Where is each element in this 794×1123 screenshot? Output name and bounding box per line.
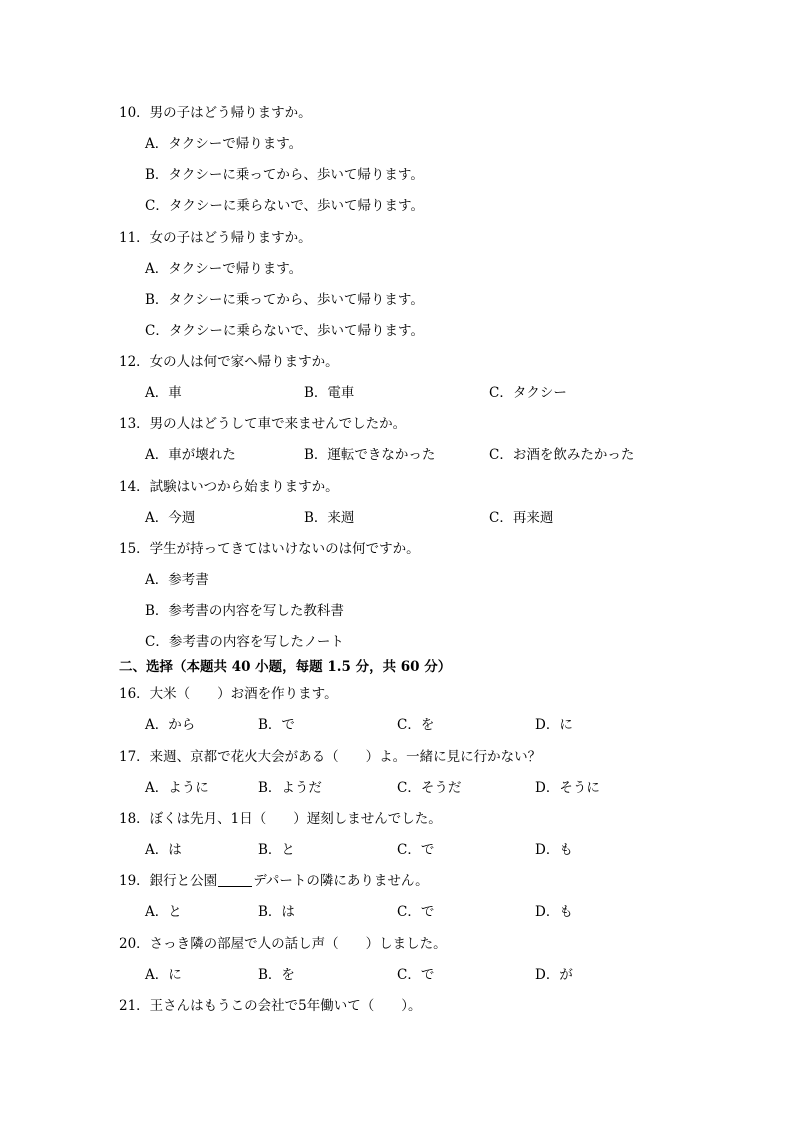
- q18-option-c: C．で: [397, 842, 435, 858]
- q19-option-b: B．は: [258, 904, 295, 920]
- question-17: 17．来週、京都で花火大会がある（ ）よ。一緒に見に行かない？: [119, 749, 542, 765]
- q10-option-c: C．タクシーに乗らないで、歩いて帰ります。: [145, 198, 424, 214]
- section-2-heading: 二、选择（本题共 40 小题，每题 1.5 分，共 60 分）: [119, 659, 452, 675]
- question-12: 12．女の人は何で家へ帰りますか。: [119, 354, 339, 370]
- q19-option-d: D．も: [535, 904, 573, 920]
- q19-stem-before: 19．銀行と公園: [119, 873, 218, 889]
- q15-option-a: A．参考書: [145, 572, 209, 588]
- q20-option-d: D．が: [535, 967, 573, 983]
- q12-option-c: C．タクシー: [489, 385, 567, 401]
- q15-option-c: C．参考書の内容を写したノート: [145, 634, 344, 650]
- q17-option-c: C．そうだ: [397, 780, 462, 796]
- question-10: 10．男の子はどう帰りますか。: [119, 105, 312, 121]
- q12-option-b: B．電車: [304, 385, 355, 401]
- question-18: 18．ぼくは先月、1日（ ）遅刻しませんでした。: [119, 811, 442, 827]
- q15-option-b: B．参考書の内容を写した教科書: [145, 603, 344, 619]
- q13-option-c: C．お酒を飲みたかった: [489, 447, 635, 463]
- q20-option-c: C．で: [397, 967, 435, 983]
- question-19: [119, 870, 429, 892]
- question-13: 13．男の人はどうして車で来ませんでしたか。: [119, 416, 407, 432]
- q13-option-b: B．運転できなかった: [304, 447, 436, 463]
- q19-option-c: C．で: [397, 904, 435, 920]
- q16-option-c: C．を: [397, 717, 435, 733]
- q16-option-b: B．で: [258, 717, 295, 733]
- q11-option-a: A．タクシーで帰ります。: [145, 261, 303, 277]
- q16-option-d: D．に: [535, 717, 573, 733]
- q19-blank: [218, 872, 252, 887]
- q11-option-c: C．タクシーに乗らないで、歩いて帰ります。: [145, 323, 424, 339]
- question-16: 16．大米（ ）お酒を作ります。: [119, 686, 338, 702]
- q19-option-a: A．と: [145, 904, 182, 920]
- q16-option-a: A．から: [145, 717, 196, 733]
- q12-option-a: A．車: [145, 385, 182, 401]
- q19-stem-after: デパートの隣にありません。: [253, 873, 429, 889]
- q17-option-b: B．ようだ: [258, 780, 322, 796]
- q18-option-d: D．も: [535, 842, 573, 858]
- q10-option-b: B．タクシーに乗ってから、歩いて帰ります。: [145, 167, 424, 183]
- q18-option-b: B．と: [258, 842, 295, 858]
- q18-option-a: A．は: [145, 842, 182, 858]
- q10-option-a: A．タクシーで帰ります。: [145, 136, 303, 152]
- question-21: 21．王さんはもうこの会社で5年働いて（ ）。: [119, 998, 422, 1014]
- question-15: 15．学生が持ってきてはいけないのは何ですか。: [119, 541, 420, 557]
- q17-option-d: D．そうに: [535, 780, 600, 796]
- q20-option-b: B．を: [258, 967, 295, 983]
- q14-option-c: C．再来週: [489, 510, 554, 526]
- q11-option-b: B．タクシーに乗ってから、歩いて帰ります。: [145, 292, 424, 308]
- q13-option-a: A．車が壊れた: [145, 447, 236, 463]
- question-14: 14．試験はいつから始まりますか。: [119, 479, 339, 495]
- question-11: 11．女の子はどう帰りますか。: [119, 230, 312, 246]
- q17-option-a: A．ように: [145, 780, 209, 796]
- q20-option-a: A．に: [145, 967, 182, 983]
- question-20: 20．さっき隣の部屋で人の話し声（ ）しました。: [119, 936, 447, 952]
- q14-option-a: A．今週: [145, 510, 196, 526]
- q14-option-b: B．来週: [304, 510, 355, 526]
